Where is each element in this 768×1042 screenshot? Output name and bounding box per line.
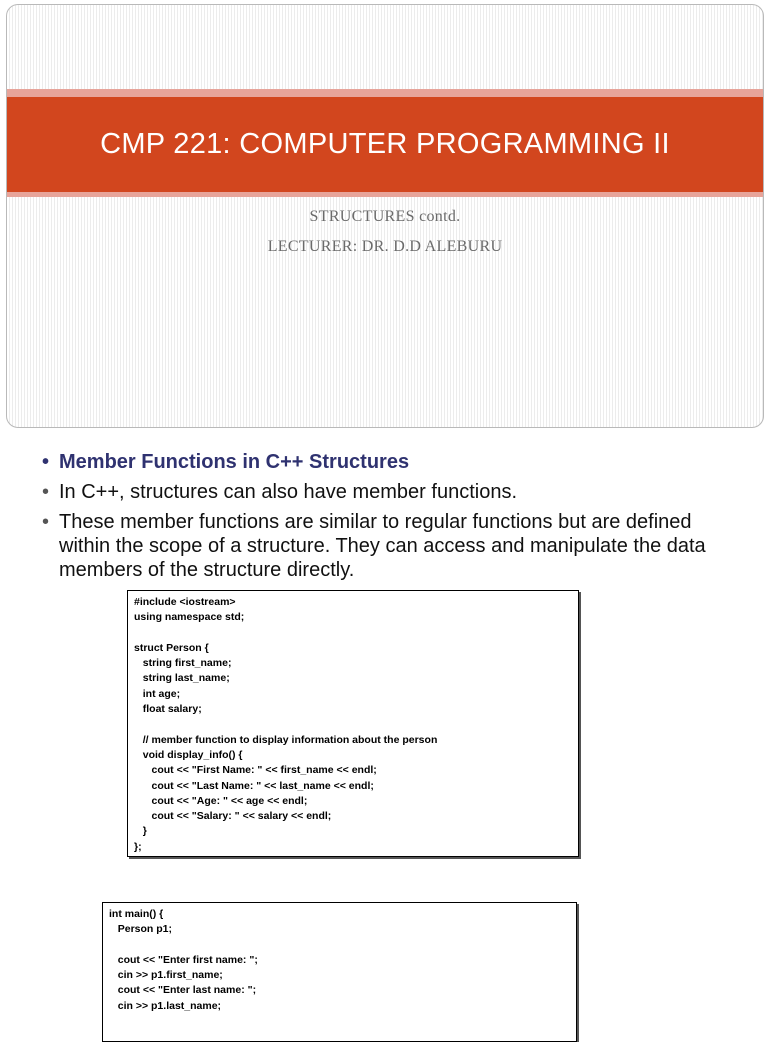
title-band-accent-bottom: [7, 192, 763, 197]
code-line: cout << "Enter first name: ";: [109, 953, 258, 966]
code-line: };: [134, 840, 142, 853]
code-line: struct Person {: [134, 641, 209, 654]
code-block-main: [102, 902, 577, 1042]
code-line: float salary;: [134, 703, 202, 716]
code-line: using namespace std;: [134, 611, 245, 624]
slide-title: CMP 221: COMPUTER PROGRAMMING II: [100, 128, 670, 160]
bullet-list: [42, 450, 742, 588]
code-line: string first_name;: [134, 657, 232, 670]
code-line: int age;: [134, 687, 181, 700]
code-line: cout << "Last Name: " << last_name << endl;: [134, 779, 374, 792]
bullet-text: In C++, structures can also have member functions.: [59, 481, 517, 503]
code-line: cout << "Salary: " << salary << endl;: [134, 810, 332, 823]
bullet-dot: •: [42, 481, 50, 503]
code-line: string last_name;: [134, 672, 230, 685]
slide-subtitle: STRUCTURES contd.: [309, 208, 461, 225]
code-line: // member function to display information about the person: [134, 733, 438, 746]
bullet-dot: •: [42, 511, 50, 533]
code-line: [134, 717, 572, 732]
code-line: cin >> p1.first_name;: [109, 969, 223, 982]
lecturer-line: LECTURER: DR. D.D ALEBURU: [267, 238, 503, 255]
title-band: [7, 97, 763, 192]
code-line: cin >> p1.last_name;: [109, 999, 222, 1012]
bullet-text: Member Functions in C++ Structures: [59, 451, 410, 473]
title-slide: [6, 4, 764, 428]
bullet-heading: [42, 450, 742, 474]
code-line: Person p1;: [109, 923, 173, 936]
bullet-item: [42, 480, 742, 504]
bullet-item: [42, 510, 742, 582]
title-band-accent-top: [7, 89, 763, 97]
code-line: [109, 938, 570, 953]
code-line: cout << "Enter last name: ";: [109, 984, 257, 997]
bullet-dot: •: [42, 451, 50, 473]
code-line: [134, 626, 572, 641]
bullet-text: These member functions are similar to regular functions but are defined within the scope of a structure. They can access and manipulate the data members of the structure directly.: [59, 511, 706, 581]
code-line: cout << "Age: " << age << endl;: [134, 794, 308, 807]
code-line: }: [134, 825, 147, 838]
code-line: cout << "First Name: " << first_name << endl;: [134, 764, 377, 777]
code-line: void display_info() {: [134, 748, 243, 761]
code-line: int main() {: [109, 908, 164, 920]
code-block-struct: [127, 590, 579, 857]
code-line: #include <iostream>: [134, 596, 236, 608]
